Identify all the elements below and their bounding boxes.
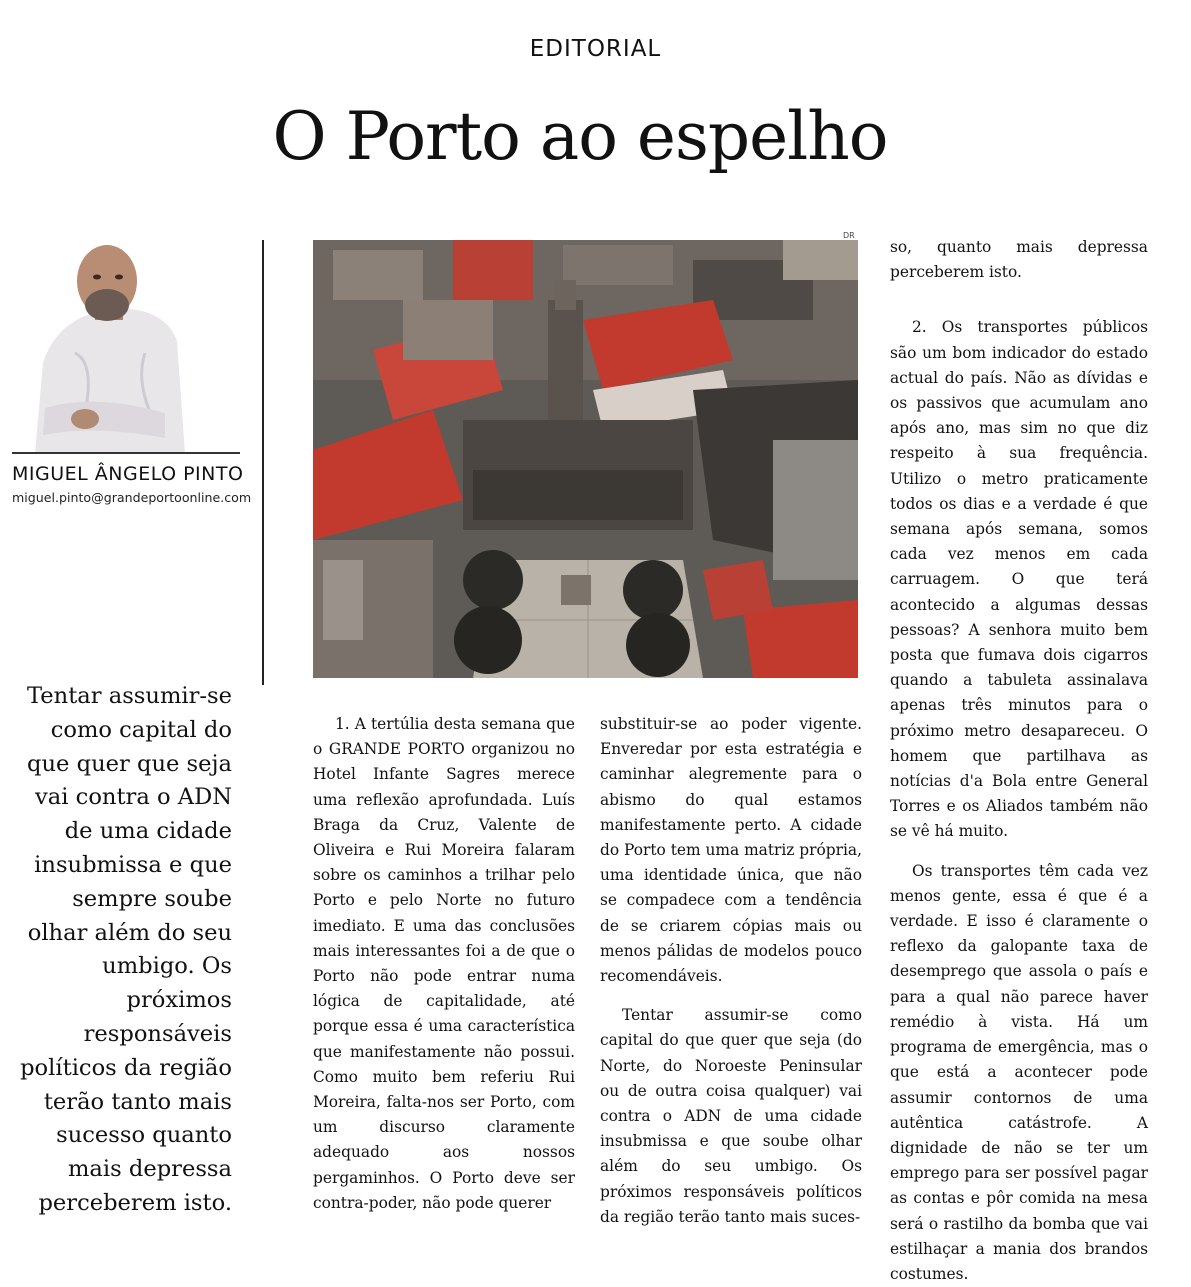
author-rule (12, 452, 240, 454)
author-portrait (15, 243, 240, 453)
pull-quote: Tentar assumir-se como capital do que quer que seja vai contra o ADN de uma cidade insubmissa e que sempre soube olhar além do seu umbigo. Os próximos responsáveis políticos da região terão tanto mais sucesso quanto mais depressa perceberem isto. (20, 683, 232, 1216)
body-column-2 (600, 712, 862, 1230)
paragraph: Os transportes têm cada vez menos gente, essa é que é a verdade. E isso é claramente o reflexo da galopante taxa de desemprego que assola o país e para a qual não parece haver remédio à vista. Há um programa de emergência, mas o que está a acontecer pode assumir contornos de uma autêntica catástrofe. A dignidade de não se ter um emprego para ser possível pagar as contas e pôr comida na mesa será o rastilho da bomba que vai estilhaçar a mania dos brandos costumes. (890, 861, 1148, 1283)
paragraph: Tentar assumir-se como capital do que quer que seja (do Norte, do Noroeste Peninsular ou de outra coisa qualquer) vai contra o ADN de uma cidade insubmissa e que soube olhar além do seu umbigo. Os próximos responsáveis políticos da região terão tanto mais suces- (600, 1006, 862, 1226)
aerial-city-photo (313, 240, 858, 678)
author-email: miguel.pinto@grandeportoonline.com (12, 490, 252, 505)
section-label: EDITORIAL (529, 36, 662, 62)
author-name: MIGUEL ÂNGELO PINTO (12, 463, 244, 485)
paragraph: 2. Os transportes públicos são um bom indicador do estado actual do país. Não as dívidas e os passivos que acumulam ano após ano, mas sim no que diz respeito à sua frequência. Utilizo o metro praticamente todos os dias e a verdade é que semana após semana, somos cada vez menos em cada carruagem. O que terá acontecido a algumas dessas pessoas? A senhora muito bem posta que fumava dois cigarros quando a tabuleta assinalava apenas três minutos para o próximo metro desapareceu. O homem que partilhava as notícias d'a Bola entre General Torres e os Aliados também não se vê há muito. (890, 318, 1148, 841)
paragraph: so, quanto mais depressa perceberem isto. (890, 238, 1148, 282)
body-column-1 (313, 712, 575, 1216)
photo-credit: DR (843, 231, 855, 240)
paragraph: substituir-se ao poder vigente. Enveredar por esta estratégia e caminhar alegremente para o abismo do qual estamos manifestamente perto. A cidade do Porto tem uma matriz própria, uma identidade única, que não se compadece com a tendência de se criarem cópias mais ou menos pálidas de modelos pouco recomendáveis. (600, 715, 862, 986)
body-column-3 (890, 235, 1148, 1287)
column-divider (262, 240, 264, 685)
headline: O Porto ao espelho (272, 98, 888, 175)
paragraph: 1. A tertúlia desta semana que o GRANDE PORTO organizou no Hotel Infante Sagres merece uma reflexão aprofundada. Luís Braga da Cruz, Valente de Oliveira e Rui Moreira falaram sobre os caminhos a trilhar pelo Porto e pelo Norte no futuro imediato. E uma das conclusões mais interessantes foi a de que o Porto não pode entrar numa lógica de capitalidade, até porque essa é uma característica que manifestamente não possui. Como muito bem referiu Rui Moreira, falta-nos ser Porto, com um discurso claramente adequado aos nossos pergaminhos. O Porto deve ser contra-poder, não pode querer (313, 715, 575, 1212)
